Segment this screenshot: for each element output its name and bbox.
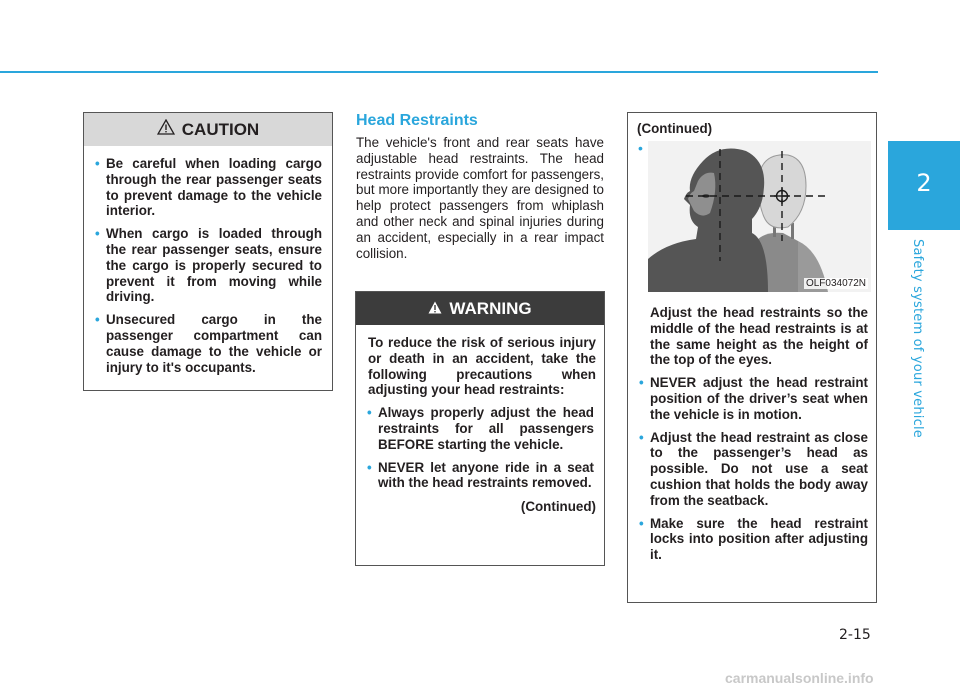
- list-item: • Be careful when loading cargo through the rear passenger seats to prevent damage to the vehicle interior.: [106, 156, 322, 219]
- list-item: • Adjust the head restraint as close to the passenger’s head as possible. Do not use a seat cushion that holds the body away from the seatback.: [650, 430, 868, 509]
- warning-title: WARNING: [449, 298, 532, 318]
- warning-intro: To reduce the risk of serious injury or death in an accident, take the following precautions when adjusting your head restraints:: [368, 335, 596, 398]
- continued-box: [627, 112, 877, 603]
- continued-text: [628, 305, 878, 563]
- list-item: • Make sure the head restraint locks into position after adjusting it.: [650, 516, 868, 563]
- head-restraint-illustration: [648, 141, 871, 292]
- continued-lead: Adjust the head restraints so the middle of the head restraints is at the same height as the height of the top of the eyes.: [650, 305, 868, 368]
- chapter-title: Safety system of your vehicle: [910, 239, 925, 438]
- warning-continued: (Continued): [520, 499, 596, 515]
- continued-label: (Continued): [637, 121, 713, 136]
- caution-box: [83, 112, 333, 391]
- watermark: carmanualsonline.info: [725, 670, 874, 686]
- warning-header: [356, 292, 604, 325]
- image-code: OLF034072N: [805, 278, 866, 289]
- list-item: • Unsecured cargo in the passenger compartment can cause damage to the vehicle or injury to it's occupants.: [106, 312, 322, 375]
- caution-title: CAUTION: [181, 119, 260, 139]
- chapter-tab: [888, 141, 960, 230]
- caution-triangle-icon: [157, 119, 175, 140]
- list-item: • When cargo is loaded through the rear passenger seats, ensure the cargo is properly secured to prevent it from moving while driving.: [106, 226, 322, 305]
- chapter-number: 2: [916, 169, 932, 197]
- caution-list: [84, 146, 332, 375]
- caution-header: [84, 113, 332, 146]
- warning-triangle-icon: [428, 299, 442, 319]
- head-restraint-diagram-icon: [648, 141, 871, 292]
- list-item: • NEVER adjust the head restraint position of the driver’s seat when the vehicle is in motion.: [650, 375, 868, 422]
- chapter-title-vertical: [910, 239, 926, 438]
- list-item: • NEVER let anyone ride in a seat with the head restraints removed.: [378, 460, 594, 492]
- page-number: 2-15: [839, 627, 871, 643]
- continued-list: [628, 375, 878, 563]
- bullet-dot-icon: •: [638, 140, 643, 156]
- section-title: Head Restraints: [356, 112, 478, 129]
- top-rule: [0, 71, 878, 73]
- list-item: • Always properly adjust the head restraints for all passengers BEFORE starting the vehicle.: [378, 405, 594, 452]
- warning-box: [355, 291, 605, 566]
- warning-list: [356, 405, 604, 491]
- section-body: The vehicle's front and rear seats have adjustable head restraints. The head restraints provide comfort for passengers, but more importantly they are designed to help protect passengers from whiplash and other neck and spinal injuries during an accident, especially in a rear impact collision.: [356, 135, 604, 261]
